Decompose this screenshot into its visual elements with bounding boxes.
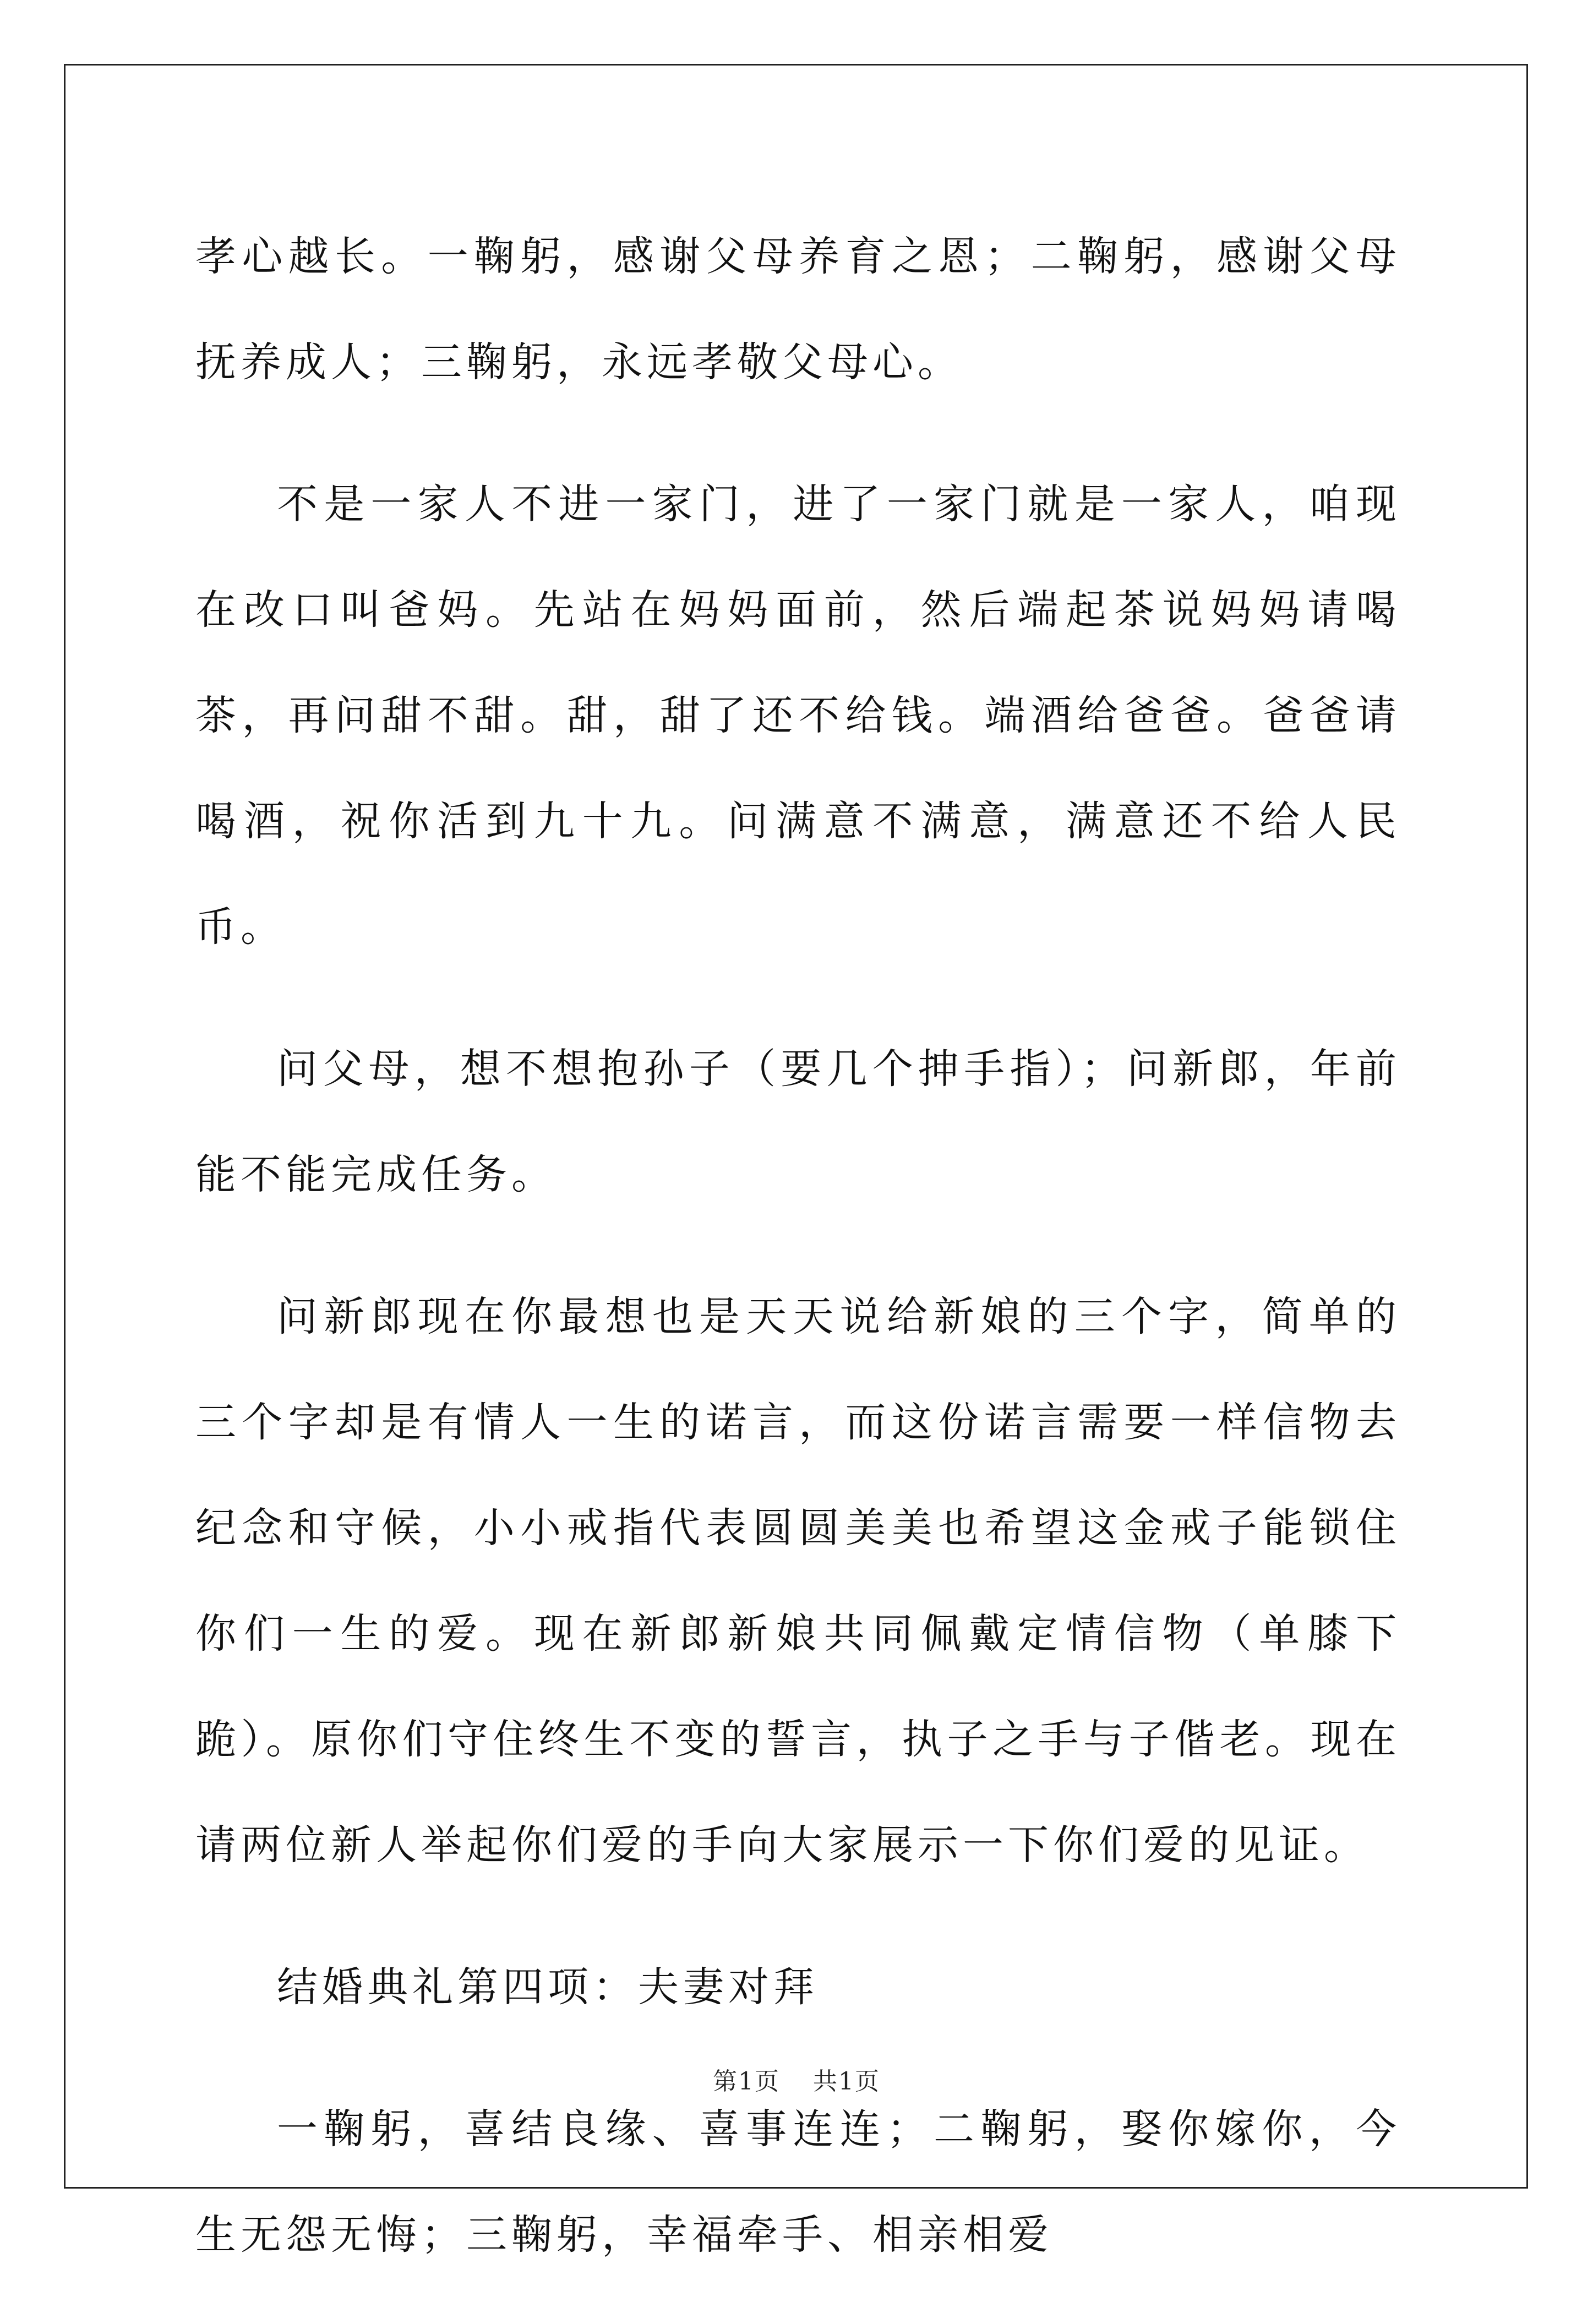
- paragraph-4: 问新郎现在你最想也是天天说给新娘的三个字，简单的三个字却是有情人一生的诺言，而这份诺言需要一样信物去纪念和守候，小小戒指代表圆圆美美也希望这金戒子能锁住你们一生的爱。现在新郎新娘共同佩戴定情信物（单膝下跪）。原你们守住终生不变的誓言，执子之手与子偕老。现在请两位新人举起你们爱的手向大家展示一下你们爱的见证。: [195, 1293, 1401, 1869]
- paragraph-3: 问父母，想不想抱孙子（要几个抻手指）；问新郎，年前能不能完成任务。: [195, 1045, 1401, 1198]
- paragraph-1: 孝心越长。一鞠躬，感谢父母养育之恩；二鞠躬，感谢父母抚养成人；三鞠躬，永远孝敬父母心。: [195, 233, 1401, 386]
- page-footer: [0, 2061, 1593, 2097]
- page-number: 第1页: [713, 2067, 780, 2096]
- document-body: [195, 204, 1401, 2324]
- paragraph-5-heading: 结婚典礼第四项：夫妻对拜: [277, 1963, 819, 2011]
- page-total: 共1页: [813, 2067, 880, 2096]
- paragraph-6: 一鞠躬，喜结良缘、喜事连连；二鞠躬，娶你嫁你，今生无怨无悔；三鞠躬，幸福牵手、相亲相爱: [195, 2105, 1401, 2258]
- paragraph-2: 不是一家人不进一家门，进了一家门就是一家人，咱现在改口叫爸妈。先站在妈妈面前，然后端起茶说妈妈请喝茶，再问甜不甜。甜，甜了还不给钱。端酒给爸爸。爸爸请喝酒，祝你活到九十九。问满意不满意，满意还不给人民币。: [195, 481, 1401, 951]
